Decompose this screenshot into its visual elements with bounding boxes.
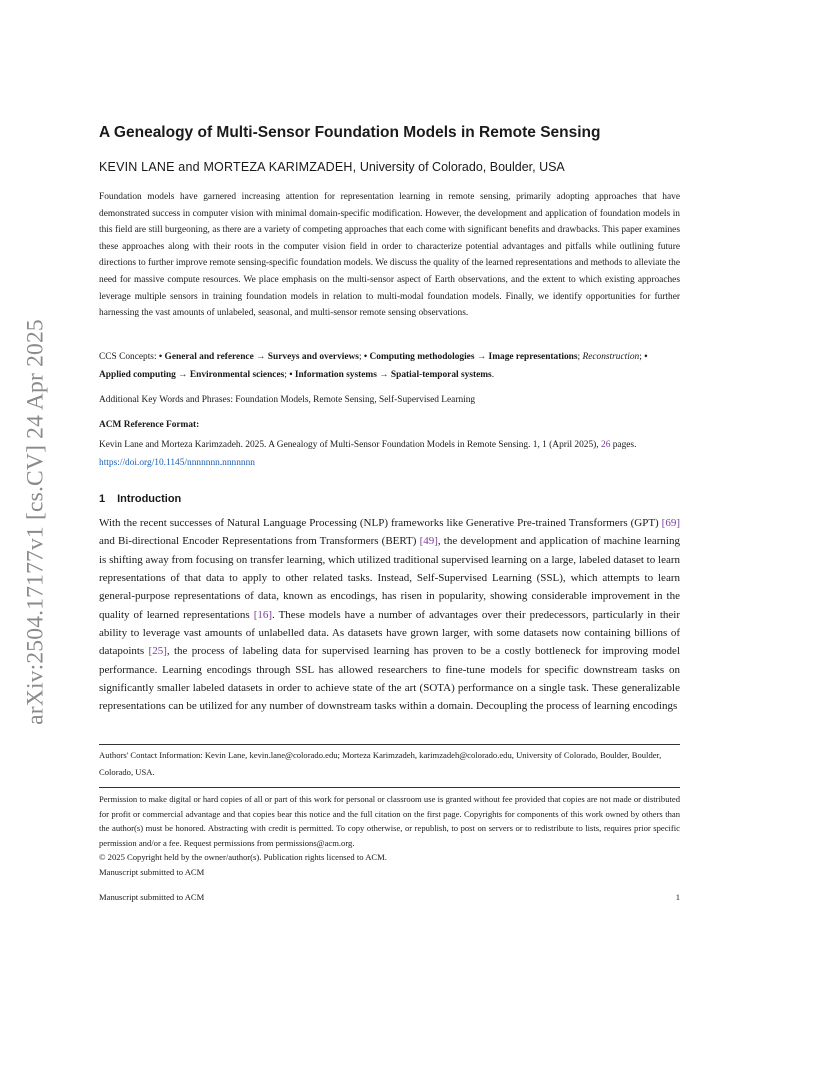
acm-reference-heading: ACM Reference Format: [99,420,200,430]
permission-notice [99,792,680,879]
intro-text: , the process of labeling data for supervised learning has proven to be a costly bottleneck for improving model performance. Learning encodings through SSL has allowed researchers to fine-tune models for specific downstream tasks on significantly smaller labeled datasets in order to achieve state of the art (SOTA) performance on a single task. These generalizable representations can be utilized for any number of downstream tasks within a domain. Decoupling the process of learning encodings [99,645,681,713]
citation-link[interactable]: [49] [419,535,438,548]
ccs-concept-italic: Reconstruction [582,352,640,362]
introduction-paragraph [99,514,680,716]
ccs-separator: ; [639,352,645,362]
permission-text: Permission to make digital or hard copies of all or part of this work for personal or classroom use is granted without fee provided that copies are not made or distributed for profit or commercial advantage and that copies bear this notice and the full citation on the first page. Copyrights for components of this work owned by others than the author(s) must be honored. Abstracting with credit is permitted. To copy otherwise, or republish, to post on servers or to redistribute to lists, requires prior specific permission and/or a fee. Request permissions from permissions@acm.org. [99,794,680,848]
ccs-end: . [491,369,495,380]
footnote-divider [99,744,680,745]
ccs-label: CCS Concepts: [99,352,159,362]
citation-link[interactable]: [25] [148,645,167,658]
pages-word: pages. [610,440,637,450]
intro-text: . These models have a number of advantages over their predecessors, particularly in their ability to leverage vast amounts of unlabelled data. As datasets have grown larger, with some datasets now containing billions of datapoints [99,608,680,658]
author-contact-info: Authors' Contact Information: Kevin Lane, kevin.lane@colorado.edu; Morteza Karimzadeh, karimzadeh@colorado.edu, University of Colorado, Boulder, Boulder, Colorado, USA. [99,750,662,777]
ccs-concept: • Computing methodologies → Image representations [363,352,578,362]
permission-divider [99,787,680,788]
section-title: Introduction [117,493,182,505]
keywords: Additional Key Words and Phrases: Foundation Models, Remote Sensing, Self-Supervised Learning [99,395,476,405]
intro-text: With the recent successes of Natural Language Processing (NLP) frameworks like Generative Pre-trained Transformers (GPT) [99,517,662,529]
section-heading [99,493,680,505]
acm-reference-text: Kevin Lane and Morteza Karimzadeh. 2025. A Genealogy of Multi-Sensor Foundation Models in Remote Sensing. 1, 1 (April 2025), [99,440,601,450]
manuscript-note: Manuscript submitted to ACM [99,866,205,877]
author-names: KEVIN LANE and MORTEZA KARIMZADEH, [99,160,357,174]
footer-text: Manuscript submitted to ACM [99,892,205,902]
ccs-concept: • General and reference → Surveys and overviews [158,352,359,362]
ccs-concept: • Applied computing → Environmental sciences [99,352,648,380]
ccs-concepts [99,349,680,384]
arxiv-identifier: arXiv:2504.17177v1 [cs.CV] 24 Apr 2025 [22,319,49,725]
intro-text: , the development and application of machine learning is shifting away from focusing on transfer learning, which utilized traditional supervised learning on a large, labeled dataset to learn representations of that data to apply to other related tasks. Instead, Self-Supervised Learning (SSL), which attempts to learn general-purpose representations of data, known as encodings, has risen in popularity, showing considerable improvement in the quality of learned representations [99,535,680,621]
acm-reference [99,437,680,472]
doi-link[interactable]: https://doi.org/10.1145/nnnnnnn.nnnnnnn [99,457,255,468]
citation-link[interactable]: [16] [253,608,273,621]
arxiv-sidebar [14,285,58,760]
author-line [99,160,680,174]
page-number: 1 [675,892,680,902]
page-footer [99,892,680,902]
copyright-line: © 2025 Copyright held by the owner/author(s). Publication rights licensed to ACM. [99,852,387,862]
section-number: 1 [99,493,106,505]
ccs-separator: ; [358,352,364,362]
paper-title: A Genealogy of Multi-Sensor Foundation Models in Remote Sensing [99,124,601,141]
ccs-separator: ; [284,369,290,380]
abstract: Foundation models have garnered increasing attention for representation learning in remote sensing, primarily adopting approaches that have demonstrated success in computer vision with minimal domain-specific modification. However, the development and application of foundation models in this field are still burgeoning, as there are a variety of competing approaches that each come with significant benefits and drawbacks. This paper examines these approaches along with their roots in the computer vision field in order to characterize potential advantages and pitfalls while outlining future directions to further improve remote sensing-specific foundation models. We discuss the quality of the learned representations and methods to alleviate the need for massive compute resources. We place emphasis on the multi-sensor aspect of Earth observations, and the extent to which existing approaches leverage multiple sensors in training foundation models in relation to multi-modal foundation models. Finally, we identify opportunities for further harnessing the vast amounts of unlabeled, seasonal, and multi-sensor remote sensing observations. [99,192,680,319]
page-count-link[interactable]: 26 [601,440,611,450]
citation-link[interactable]: [69] [661,517,680,529]
ccs-concept: • Information systems → Spatial-temporal systems [289,369,492,380]
intro-text: and Bi-directional Encoder Representations from Transformers (BERT) [99,535,420,548]
author-affiliation: University of Colorado, Boulder, USA [356,160,565,174]
ccs-separator: ; [577,352,583,362]
